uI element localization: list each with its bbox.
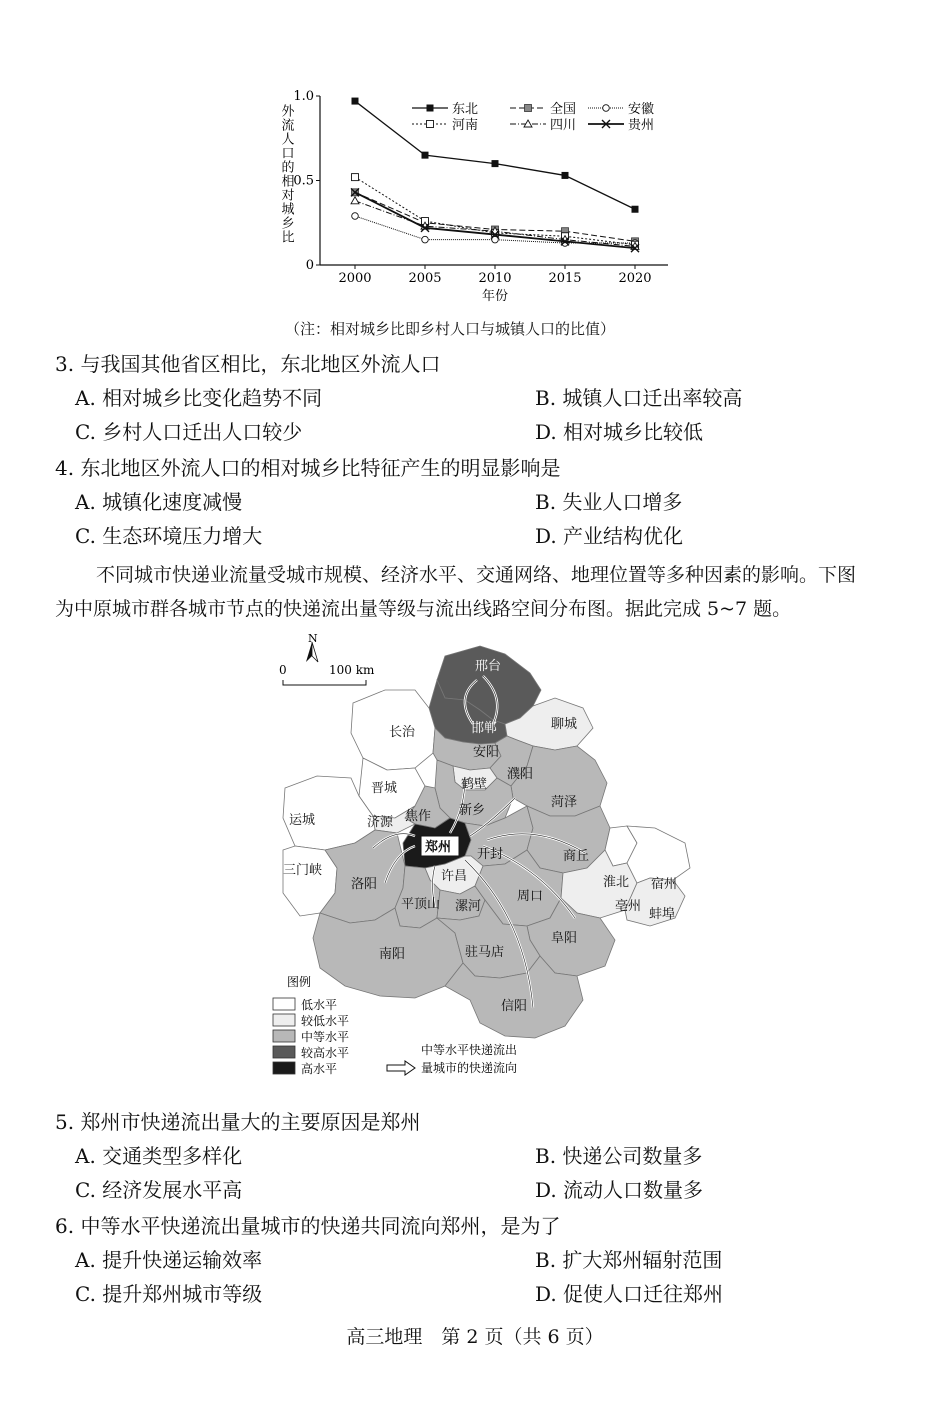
city-label: 商丘 bbox=[563, 849, 590, 864]
data-point bbox=[352, 213, 359, 220]
series-line bbox=[355, 101, 635, 209]
legend-label: 全国 bbox=[550, 102, 577, 117]
question-5-option-b: B. 快递公司数量多 bbox=[535, 1144, 703, 1168]
passage-line-2: 为中原城市群各城市节点的快递流出量等级与流出线路空间分布图。据此完成 5~7 题。 bbox=[55, 598, 792, 620]
city-label: 信阳 bbox=[501, 999, 528, 1014]
x-tick-label: 2000 bbox=[338, 271, 372, 286]
city-label: 南阳 bbox=[379, 947, 406, 962]
data-point bbox=[492, 160, 499, 167]
legend-label: 四川 bbox=[550, 118, 577, 133]
city-label: 平顶山 bbox=[401, 897, 441, 912]
city-label: 晋城 bbox=[371, 781, 398, 796]
city-label: 菏泽 bbox=[551, 795, 578, 810]
city-label: 淮北 bbox=[603, 875, 630, 890]
city-label: 邯郸 bbox=[471, 721, 498, 736]
region-suzhou bbox=[627, 826, 690, 883]
legend-swatch bbox=[273, 1046, 295, 1058]
city-label: 濮阳 bbox=[507, 767, 534, 782]
city-label: 新乡 bbox=[459, 803, 486, 818]
question-5-option-d: D. 流动人口数量多 bbox=[535, 1178, 704, 1202]
x-tick-label: 2005 bbox=[408, 271, 442, 286]
x-axis-label: 年份 bbox=[481, 289, 509, 304]
question-3-option-b: B. 城镇人口迁出率较高 bbox=[535, 386, 743, 410]
data-point bbox=[352, 174, 359, 181]
legend-swatch bbox=[273, 998, 295, 1010]
legend-label: 较低水平 bbox=[301, 1014, 350, 1028]
legend-label: 河南 bbox=[452, 118, 479, 133]
question-5-stem: 5. 郑州市快递流出量大的主要原因是郑州 bbox=[55, 1110, 421, 1134]
question-4-option-c: C. 生态环境压力增大 bbox=[75, 524, 263, 548]
city-label: 开封 bbox=[477, 847, 504, 862]
question-6-option-d: D. 促使人口迁往郑州 bbox=[535, 1282, 724, 1306]
legend-swatch bbox=[273, 1062, 295, 1074]
city-label: 阜阳 bbox=[551, 931, 578, 946]
question-3-option-d: D. 相对城乡比较低 bbox=[535, 420, 704, 444]
north-arrow bbox=[306, 642, 318, 662]
city-label: 焦作 bbox=[405, 809, 432, 824]
line-chart bbox=[270, 82, 690, 312]
city-label: 漯河 bbox=[455, 899, 482, 914]
scale-label: 100 km bbox=[329, 663, 375, 677]
data-point bbox=[422, 236, 429, 243]
y-tick-label: 1.0 bbox=[293, 89, 314, 104]
question-6-option-a: A. 提升快递运输效率 bbox=[75, 1248, 263, 1272]
legend-marker bbox=[603, 105, 610, 112]
y-tick-label: 0.5 bbox=[293, 173, 314, 189]
data-point bbox=[422, 152, 429, 159]
city-label: 鹤壁 bbox=[461, 777, 488, 792]
city-label: 郑州 bbox=[425, 840, 452, 855]
chart-note: （注：相对城乡比即乡村人口与城镇人口的比值） bbox=[285, 320, 616, 338]
legend-label: 低水平 bbox=[301, 998, 338, 1012]
legend-marker bbox=[427, 105, 434, 112]
city-label: 聊城 bbox=[551, 717, 578, 732]
city-label: 许昌 bbox=[441, 869, 468, 884]
express-flow-map bbox=[265, 628, 705, 1098]
city-label: 安阳 bbox=[473, 745, 500, 760]
question-5-option-a: A. 交通类型多样化 bbox=[75, 1144, 243, 1168]
city-label: 周口 bbox=[517, 889, 544, 904]
chart-legend bbox=[412, 101, 654, 133]
legend-marker bbox=[427, 121, 434, 128]
map-arrow-label-1: 中等水平快递流出 bbox=[421, 1043, 518, 1057]
city-label: 长治 bbox=[389, 725, 416, 740]
question-4-option-d: D. 产业结构优化 bbox=[535, 524, 684, 548]
city-label: 洛阳 bbox=[351, 877, 378, 892]
map-arrow-label-2: 量城市的快递流向 bbox=[421, 1061, 518, 1075]
city-label: 济源 bbox=[367, 815, 394, 830]
x-tick-label: 2020 bbox=[618, 271, 652, 286]
legend-swatch bbox=[273, 1030, 295, 1042]
legend-label: 中等水平 bbox=[301, 1030, 350, 1044]
map-legend-title: 图例 bbox=[287, 975, 312, 989]
page-footer: 高三地理 第 2 页（共 6 页） bbox=[346, 1326, 604, 1348]
city-label: 三门峡 bbox=[283, 863, 323, 878]
city-label: 亳州 bbox=[615, 899, 642, 914]
series-东北 bbox=[352, 98, 639, 213]
question-6-option-c: C. 提升郑州城市等级 bbox=[75, 1282, 263, 1306]
y-axis-label: 外流人口的相对城乡比 bbox=[278, 104, 294, 244]
map-legend bbox=[273, 997, 349, 1076]
legend-label: 安徽 bbox=[628, 102, 655, 117]
legend-label: 东北 bbox=[452, 102, 479, 117]
y-tick-label: 0 bbox=[305, 258, 314, 273]
city-label: 蚌埠 bbox=[649, 907, 676, 922]
north-label: N bbox=[308, 632, 318, 645]
legend-label: 较高水平 bbox=[301, 1046, 350, 1060]
question-4-option-b: B. 失业人口增多 bbox=[535, 490, 683, 514]
question-5-option-c: C. 经济发展水平高 bbox=[75, 1178, 243, 1202]
city-label: 驻马店 bbox=[465, 945, 505, 960]
data-point bbox=[351, 197, 359, 204]
data-point bbox=[352, 98, 359, 105]
x-tick-label: 2015 bbox=[548, 271, 582, 286]
legend-label: 高水平 bbox=[301, 1062, 338, 1076]
city-label: 邢台 bbox=[475, 659, 502, 674]
question-3-option-a: A. 相对城乡比变化趋势不同 bbox=[75, 386, 323, 410]
data-point bbox=[562, 172, 569, 179]
city-label: 宿州 bbox=[651, 877, 678, 892]
legend-label: 贵州 bbox=[628, 118, 655, 133]
scale-zero: 0 bbox=[279, 663, 287, 677]
x-tick-label: 2010 bbox=[478, 271, 512, 286]
question-3-option-c: C. 乡村人口迁出人口较少 bbox=[75, 420, 303, 444]
question-4-option-a: A. 城镇化速度减慢 bbox=[75, 490, 243, 514]
passage-line-1: 不同城市快递业流量受城市规模、经济水平、交通网络、地理位置等多种因素的影响。下图 bbox=[96, 564, 857, 586]
legend-marker bbox=[525, 105, 532, 112]
legend-arrow-icon bbox=[387, 1061, 415, 1075]
data-point bbox=[632, 206, 639, 213]
question-4-stem: 4. 东北地区外流人口的相对城乡比特征产生的明显影响是 bbox=[55, 456, 561, 480]
city-label: 运城 bbox=[289, 813, 316, 828]
question-6-stem: 6. 中等水平快递流出量城市的快递共同流向郑州，是为了 bbox=[55, 1214, 561, 1238]
question-6-option-b: B. 扩大郑州辐射范围 bbox=[535, 1248, 723, 1272]
scale-bar bbox=[283, 680, 366, 685]
question-3-stem: 3. 与我国其他省区相比，东北地区外流人口 bbox=[55, 352, 441, 376]
legend-swatch bbox=[273, 1014, 295, 1026]
